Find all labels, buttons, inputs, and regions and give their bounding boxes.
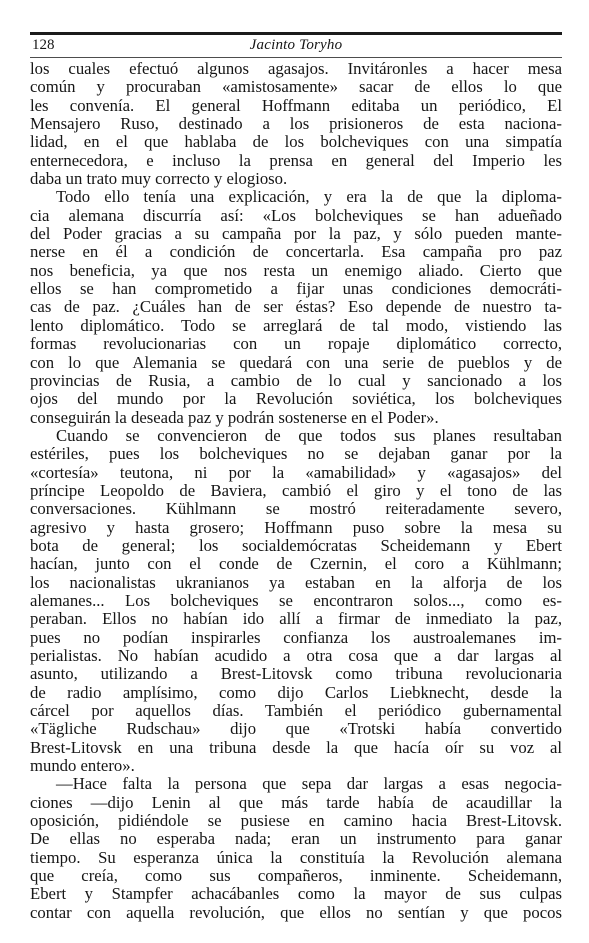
text-line: peraban. Ellos no habían ido allí a firmar de inmediato la paz,	[30, 610, 562, 629]
body-text	[30, 60, 562, 922]
text-line: nos beneficia, ya que nos resta un enemigo aliado. Cierto que	[30, 261, 562, 280]
text-line: «cortesía» teutona, ni por la «amabilidad» y «agasajos» del	[30, 463, 562, 482]
text-line: daba un trato muy correcto y elogioso.	[30, 170, 288, 189]
text-line: bota de general; los socialdemócratas Scheidemann y Ebert	[30, 536, 562, 555]
text-line: ellos se han comprometido a fijar unas condiciones democráti-	[30, 280, 562, 299]
text-line: asunto, utilizando a Brest-Litovsk como tribuna revolucionaria	[30, 665, 562, 684]
text-line: nerse en él a condición de concertarla. Esa campaña pro paz	[30, 243, 562, 262]
text-line: Mensajero Ruso, destinado a los prisioneros de esta naciona-	[30, 115, 562, 134]
text-line: estériles, pues los bolcheviques no se dejaban ganar por la	[30, 445, 562, 464]
text-line: mundo entero».	[30, 757, 135, 776]
text-line: —Hace falta la persona que sepa dar largas a esas negocia-	[56, 775, 562, 794]
page-number: 128	[32, 37, 55, 53]
text-line: «Tägliche Rudschau» dijo que «Trotski había convertido	[30, 720, 562, 739]
text-line: ojos del mundo por la Revolución soviética, los bolcheviques	[30, 390, 562, 409]
text-line: hacían, junto con el conde de Czernin, el coro a Kühlmann;	[30, 555, 562, 574]
text-line: cia alemana discurría así: «Los bolcheviques se han adueñado	[30, 206, 562, 225]
text-line: oposición, pidiéndole se pusiese en camino hacia Brest-Litovsk.	[30, 812, 562, 831]
text-line: enternecedora, e incluso la prensa en general del Imperio les	[30, 151, 562, 170]
text-line: pues no podían inspirarles confianza los austroalemanes im-	[30, 628, 562, 647]
text-line: príncipe Leopoldo de Baviera, cambió el giro y el tono de las	[30, 481, 562, 500]
running-header	[30, 32, 562, 58]
text-line: ciones —dijo Lenin al que más tarde había de acaudillar la	[30, 793, 562, 812]
text-line: perialistas. No habían acudido a otra cosa que a dar largas al	[30, 647, 562, 665]
text-line: Cuando se convencieron de que todos sus planes resultaban	[56, 426, 562, 445]
text-line: formas revolucionarias con un ropaje diplomático correcto,	[30, 335, 562, 354]
text-line: común y procuraban «amistosamente» sacar de ellos lo que	[30, 78, 562, 97]
text-line: los nacionalistas ukranianos ya estaban en la alforja de los	[30, 573, 562, 592]
text-line: de radio amplísimo, como dijo Carlos Liebknecht, desde la	[30, 683, 562, 702]
text-line: con lo que Alemania se quedará con una serie de pueblos y de	[30, 353, 562, 372]
text-line: lento diplomático. Todo se arreglará de tal modo, vistiendo las	[30, 316, 562, 335]
text-line: provincias de Rusia, a cambio de lo cual y sancionado a los	[30, 371, 562, 390]
text-line: Ebert y Stampfer achacábanles como la mayor de sus culpas	[30, 885, 562, 904]
text-line: les convenía. El general Hoffmann editaba un periódico, El	[30, 96, 562, 115]
text-line: tiempo. Su esperanza única la constituía la Revolución alemana	[30, 848, 562, 867]
text-line: Brest-Litovsk en una tribuna desde la que hacía oír su voz al	[30, 738, 562, 757]
text-line: agresivo y hasta grosero; Hoffmann puso sobre la mesa su	[30, 518, 562, 537]
text-line: lidad, en el que hablaba de los bolcheviques con una simpatía	[30, 133, 562, 152]
text-line: los cuales efectuó algunos agasajos. Invitáronles a hacer mesa	[30, 60, 562, 78]
running-title: Jacinto Toryho	[249, 37, 343, 53]
text-line: conseguirán la deseada paz y podrán sostenerse en el Poder».	[30, 408, 439, 427]
text-line: contar con aquella revolución, que ellos no sentían y que pocos	[30, 903, 562, 922]
text-line: alemanes... Los bolcheviques se encontraron solos..., como es-	[30, 591, 562, 610]
text-line: cárcel por aquellos días. También el periódico gubernamental	[30, 702, 562, 721]
text-line: del Poder gracias a su campaña por la paz, y sólo pueden mante-	[30, 225, 562, 244]
text-line: que creía, como sus compañeros, inminente. Scheidemann,	[30, 867, 562, 886]
text-line: Todo ello tenía una explicación, y era la de que la diploma-	[56, 188, 562, 207]
text-line: conversaciones. Kühlmann se mostró reiteradamente severo,	[30, 500, 562, 519]
text-line: cas de paz. ¿Cuáles han de ser éstas? Eso depende de nuestro ta-	[30, 298, 562, 317]
text-line: De ellas no esperaba nada; eran un instrumento para ganar	[30, 830, 562, 849]
